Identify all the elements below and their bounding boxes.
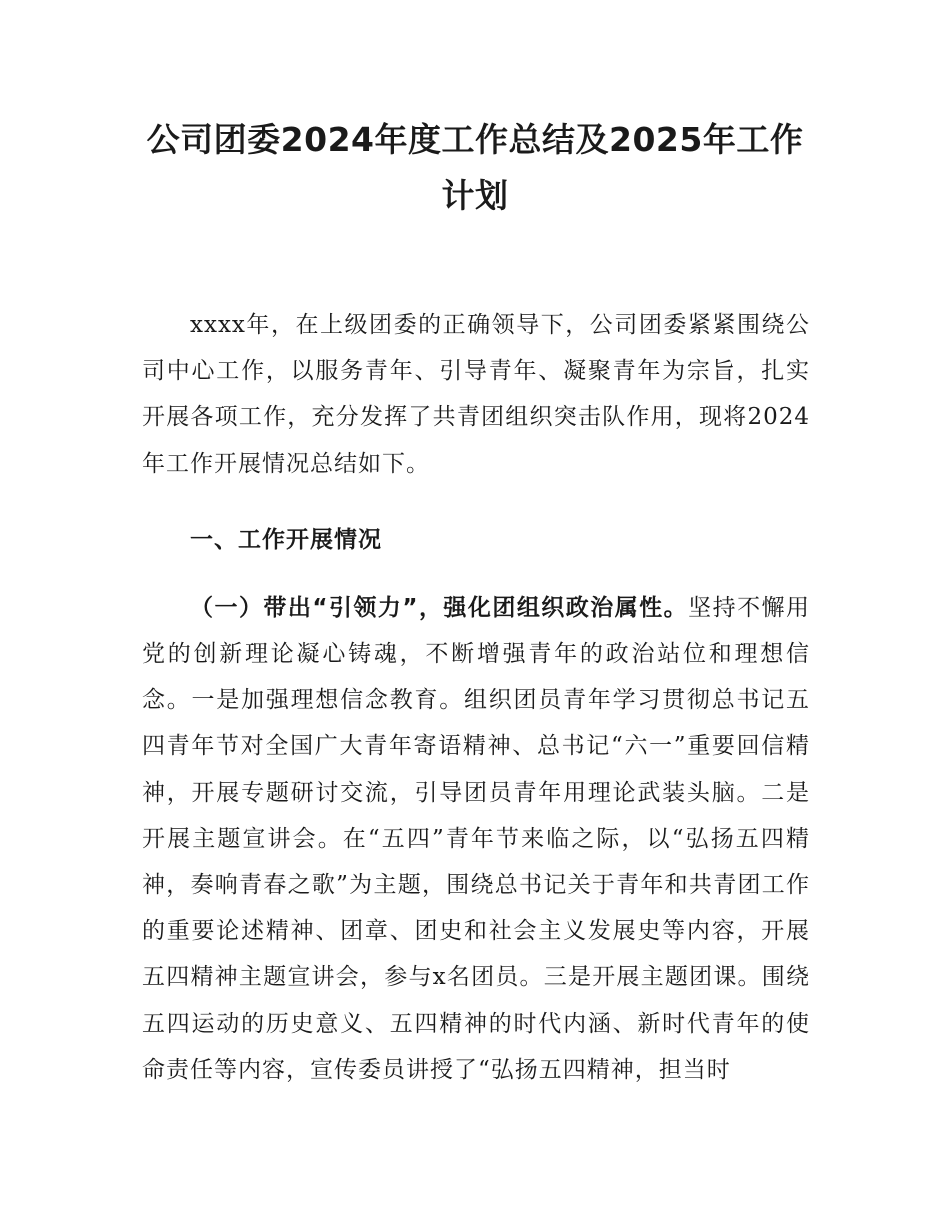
title-line-1: 公司团委2024年度工作总结及2025年工作 (146, 120, 804, 159)
title-line-2: 计划 (441, 176, 509, 215)
document-title (140, 112, 810, 224)
subsection-body-1: 坚持不懈用党的创新理论凝心铸魂，不断增强青年的政治站位和理想信念。一是加强理想信念教育。组织团员青年学习贯彻总书记五四青年节对全国广大青年寄语精神、总书记“六一”重要回信精神，开展专题研讨交流，引导团员青年用理论武装头脑。二是开展主题宣讲会。在“五四”青年节来临之际，以“弘扬五四精神，奏响青春之歌”为主题，围绕总书记关于青年和共青团工作的重要论述精神、团章、团史和社会主义发展史等内容，开展五四精神主题宣讲会，参与x名团员。三是开展主题团课。围绕五四运动的历史意义、五四精神的时代内涵、新时代青年的使命责任等内容，宣传委员讲授了“弘扬五四精神，担当时 (142, 594, 811, 1083)
intro-paragraph: xxxx年，在上级团委的正确领导下，公司团委紧紧围绕公司中心工作，以服务青年、引导青年、凝聚青年为宗旨，扎实开展各项工作，充分发挥了共青团组织突击队作用，现将2024年工作开展情况总结如下。 (142, 312, 810, 477)
subsection-lead-1: （一）带出“引领力”，强化团组织政治属性。 (190, 594, 689, 621)
section-heading-1: 一、工作开展情况 (190, 526, 382, 553)
document-body (142, 302, 810, 1093)
subsection-paragraph-1 (142, 585, 810, 1093)
